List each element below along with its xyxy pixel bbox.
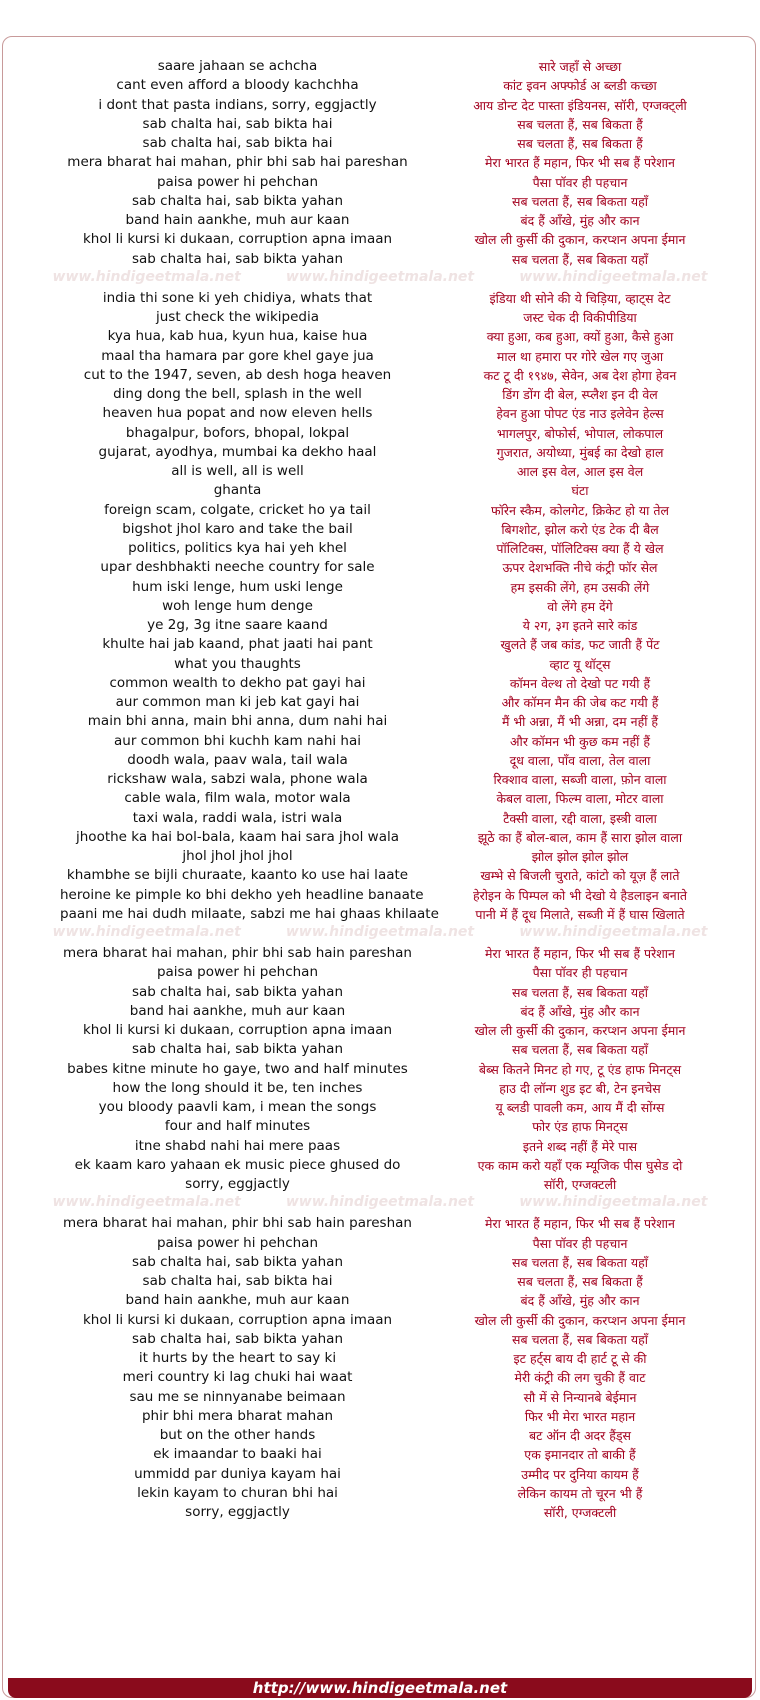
lyric-line bbox=[0, 943, 760, 964]
lyric-english: woh lenge hum denge bbox=[162, 597, 313, 614]
lyric-english: main bhi anna, main bhi anna, dum nahi hai bbox=[87, 713, 388, 730]
lyric-hindi: हाउ दी लॉन्ग शुड इट बी, टेन इनचेस bbox=[499, 1080, 661, 1096]
lyric-hindi: बंद हैं आँखे, मुंह और कान bbox=[520, 1293, 640, 1309]
lyric-hindi: सब चलता हैं, सब बिकता यहाँ bbox=[512, 984, 648, 1000]
watermark: www.hindigeetmala.net bbox=[519, 1194, 708, 1211]
lyric-line bbox=[0, 1290, 760, 1311]
lyric-hindi: वो लेंगे हम देंगे bbox=[547, 598, 613, 614]
lyric-line bbox=[0, 1367, 760, 1388]
lyric-english: all is well, all is well bbox=[171, 463, 304, 479]
watermark-row bbox=[0, 269, 760, 287]
lyric-english: hum iski lenge, hum uski lenge bbox=[132, 578, 343, 595]
lyric-hindi: इंडिया थी सोने की ये चिड़िया, व्हाट्स देट bbox=[489, 290, 671, 306]
lyric-line bbox=[0, 249, 760, 270]
watermark: www.hindigeetmala.net bbox=[52, 1194, 241, 1211]
lyric-hindi: हेरोइन के पिम्पल को भी देखो ये हैडलाइन बनाते bbox=[472, 887, 688, 903]
lyric-hindi: मैं भी अन्ना, मैं भी अन्ना, दम नहीं हैं bbox=[501, 714, 659, 730]
lyric-line bbox=[0, 1425, 760, 1446]
lyric-english: babes kitne minute ho gaye, two and half minutes bbox=[67, 1060, 408, 1077]
lyric-hindi: और कॉमन भी कुछ कम नहीं हैं bbox=[510, 733, 650, 749]
lyric-line bbox=[0, 634, 760, 655]
lyric-line bbox=[0, 384, 760, 405]
lyric-hindi: जस्ट चेक दी विकीपीडिया bbox=[523, 310, 637, 325]
lyric-english: it hurts by the heart to say ki bbox=[138, 1350, 337, 1366]
lyric-line bbox=[0, 191, 760, 212]
lyric-english: khol li kursi ki dukaan, corruption apna imaan bbox=[82, 231, 393, 248]
lyric-hindi: फॉरेन स्कैम, कोलगेट, क्रिकेट हो या तेल bbox=[490, 502, 669, 518]
lyric-line bbox=[0, 577, 760, 598]
lyric-english: foreign scam, colgate, cricket ho ya tail bbox=[104, 501, 371, 518]
lyric-hindi: सॉरी, एग्जक्टली bbox=[543, 1505, 617, 1520]
lyric-hindi: मेरा भारत हैं महान, फिर भी सब हैं परेशान bbox=[485, 155, 675, 171]
lyric-line bbox=[0, 808, 760, 829]
lyric-line bbox=[0, 1155, 760, 1176]
lyric-line bbox=[0, 846, 760, 867]
lyric-hindi: बेब्स कितने मिनट हो गए, टू एंड हाफ मिनट्स bbox=[478, 1061, 682, 1077]
lyric-english: paani me hai dudh milaate, sabzi me hai ghaas khilaate bbox=[60, 905, 439, 922]
lyric-line bbox=[0, 673, 760, 694]
lyric-hindi: हम इसकी लेंगे, हम उसकी लेंगे bbox=[510, 579, 650, 595]
lyric-line bbox=[0, 1039, 760, 1060]
lyric-line bbox=[0, 229, 760, 250]
lyric-line bbox=[0, 1001, 760, 1022]
lyric-english: kya hua, kab hua, kyun hua, kaise hua bbox=[107, 328, 368, 345]
lyric-hindi: बंद हैं आँखे, मुंह और कान bbox=[520, 213, 640, 228]
lyric-english: taxi wala, raddi wala, istri wala bbox=[132, 809, 343, 826]
lyric-hindi: पैसा पॉवर ही पहचान bbox=[532, 965, 628, 981]
lyric-english: cut to the 1947, seven, ab desh hoga heaven bbox=[83, 366, 392, 383]
lyric-english: meri country ki lag chuki hai waat bbox=[122, 1369, 353, 1386]
lyric-english: common wealth to dekho pat gayi hai bbox=[109, 674, 366, 691]
lyric-hindi: फिर भी मेरा भारत महान bbox=[524, 1408, 636, 1424]
lyric-english: what you thaughts bbox=[174, 655, 301, 672]
lyric-line bbox=[0, 615, 760, 636]
lyric-english: khol li kursi ki dukaan, corruption apna imaan bbox=[82, 1022, 393, 1038]
lyric-english: i dont that pasta indians, sorry, eggjactly bbox=[98, 96, 377, 113]
lyric-line bbox=[0, 423, 760, 444]
lyric-line bbox=[0, 346, 760, 367]
lyric-english: ding dong the bell, splash in the well bbox=[113, 386, 362, 402]
lyric-hindi: पानी में हैं दूध मिलाते, सब्जी में हैं घास खिलाते bbox=[475, 906, 685, 922]
lyric-english: politics, politics kya hai yeh khel bbox=[128, 540, 347, 556]
lyric-line bbox=[0, 1271, 760, 1292]
lyric-hindi: सब चलता हैं, सब बिकता यहाँ bbox=[512, 1254, 648, 1270]
watermark: www.hindigeetmala.net bbox=[52, 924, 241, 940]
lyric-hindi: दूध वाला, पाँव वाला, तेल वाला bbox=[509, 752, 651, 768]
lyric-line bbox=[0, 711, 760, 732]
lyric-english: mera bharat hai mahan, phir bhi sab hain pareshan bbox=[63, 1215, 412, 1232]
lyric-english: india thi sone ki yeh chidiya, whats that bbox=[102, 289, 373, 306]
lyric-line bbox=[0, 461, 760, 482]
lyric-line bbox=[0, 885, 760, 906]
lyric-line bbox=[0, 596, 760, 617]
lyric-line bbox=[0, 403, 760, 424]
lyric-line bbox=[0, 1078, 760, 1099]
lyric-hindi: इतने शब्द नहीं हैं मेरे पास bbox=[522, 1138, 638, 1154]
lyric-english: ummidd par duniya kayam hai bbox=[134, 1465, 341, 1482]
lyric-english: jhol jhol jhol jhol bbox=[182, 848, 293, 864]
lyric-hindi: सब चलता हैं, सब बिकता यहाँ bbox=[512, 193, 648, 209]
lyric-english: cable wala, film wala, motor wala bbox=[124, 790, 351, 807]
lyric-english: sab chalta hai, sab bikta yahan bbox=[132, 1041, 343, 1058]
lyric-english: paisa power hi pehchan bbox=[156, 964, 319, 981]
lyric-line bbox=[0, 1136, 760, 1157]
lyric-english: sab chalta hai, sab bikta yahan bbox=[132, 1330, 343, 1347]
lyric-english: khol li kursi ki dukaan, corruption apna imaan bbox=[82, 1311, 393, 1328]
lyric-hindi: खोल ली कुर्सी की दुकान, करप्शन अपना ईमान bbox=[474, 1023, 686, 1038]
watermark: www.hindigeetmala.net bbox=[52, 268, 241, 285]
lyric-hindi: सब चलता हैं, सब बिकता हैं bbox=[517, 116, 643, 132]
lyric-line bbox=[0, 1213, 760, 1234]
lyric-english: you bloody paavli kam, i mean the songs bbox=[98, 1099, 377, 1115]
lyric-line bbox=[0, 827, 760, 848]
lyric-line bbox=[0, 557, 760, 578]
lyric-hindi: झोल झोल झोल झोल bbox=[531, 849, 629, 864]
lyric-english: band hai aankhe, muh aur kaan bbox=[129, 1002, 346, 1019]
lyric-english: bigshot jhol karo and take the bail bbox=[122, 520, 353, 537]
lyric-line bbox=[0, 1116, 760, 1137]
lyric-line bbox=[0, 56, 760, 77]
lyric-hindi: और कॉमन मैन की जेब कट गयी हैं bbox=[501, 695, 659, 710]
lyric-line bbox=[0, 731, 760, 752]
lyric-hindi: माल था हमारा पर गोरे खेल गए जुआ bbox=[496, 348, 664, 364]
lyric-line bbox=[0, 1310, 760, 1331]
lyric-line bbox=[0, 1387, 760, 1408]
footer-url[interactable]: http://www.hindigeetmala.net bbox=[8, 1678, 752, 1698]
lyric-hindi: बट ऑन दी अदर हैंड्स bbox=[528, 1428, 631, 1443]
lyric-english: four and half minutes bbox=[164, 1118, 311, 1135]
lyric-line bbox=[0, 962, 760, 983]
lyric-line bbox=[0, 288, 760, 309]
watermark: www.hindigeetmala.net bbox=[285, 924, 475, 940]
lyric-english: sau me se ninnyanabe beimaan bbox=[129, 1388, 346, 1405]
watermark-row bbox=[0, 924, 760, 942]
lyric-english: khambhe se bijli churaate, kaanto ko use hai laate bbox=[66, 867, 409, 884]
lyric-english: mera bharat hai mahan, phir bhi sab hain pareshan bbox=[63, 945, 412, 961]
lyric-hindi: झूठे का हैं बोल-बाल, काम हैं सारा झोल वाला bbox=[477, 829, 683, 845]
lyric-hindi: हेवन हुआ पोपट एंड नाउ इलेवेन हेल्स bbox=[496, 406, 664, 422]
lyric-english: aur common bhi kuchh kam nahi hai bbox=[113, 732, 361, 749]
lyric-english: lekin kayam to churan bhi hai bbox=[137, 1484, 338, 1501]
lyric-hindi: भागलपुर, बोफोर्स, भोपाल, लोकपाल bbox=[496, 425, 664, 441]
lyric-line bbox=[0, 982, 760, 1003]
lyric-hindi: सॉरी, एग्जक्टली bbox=[543, 1177, 617, 1192]
lyric-english: doodh wala, paav wala, tail wala bbox=[127, 751, 348, 768]
lyric-english: sab chalta hai, sab bikta yahan bbox=[132, 983, 343, 1000]
lyric-line bbox=[0, 654, 760, 675]
lyric-english: rickshaw wala, sabzi wala, phone wala bbox=[107, 771, 368, 787]
lyric-hindi: एक काम करो यहाँ एक म्यूजिक पीस घुसेड दो bbox=[477, 1157, 683, 1173]
lyric-line bbox=[0, 1233, 760, 1254]
lyric-hindi: उम्मीद पर दुनिया कायम हैं bbox=[521, 1466, 639, 1482]
lyric-hindi: कांट इवन अफ्फोर्ड अ ब्लडी कच्छा bbox=[503, 78, 657, 94]
lyric-line bbox=[0, 1020, 760, 1041]
lyric-english: sab chalta hai, sab bikta yahan bbox=[132, 1253, 343, 1270]
lyric-hindi: घंटा bbox=[571, 483, 589, 499]
lyric-hindi: एक इमानदार तो बाकी हैं bbox=[524, 1447, 636, 1463]
lyric-hindi: कट टू दी १९४७, सेवेन, अब देश होगा हेवन bbox=[483, 367, 677, 383]
lyric-line bbox=[0, 750, 760, 771]
lyric-line bbox=[0, 172, 760, 193]
lyric-english: heroine ke pimple ko bhi dekho yeh headline banaate bbox=[60, 886, 424, 903]
lyric-english: paisa power hi pehchan bbox=[156, 1234, 319, 1251]
lyric-line bbox=[0, 500, 760, 521]
lyric-line bbox=[0, 519, 760, 540]
lyric-english: heaven hua popat and now eleven hells bbox=[102, 405, 373, 422]
lyric-english: ek imaandar to baaki hai bbox=[153, 1446, 322, 1463]
lyric-english: sab chalta hai, sab bikta hai bbox=[142, 135, 333, 151]
lyric-english: band hain aankhe, muh aur kaan bbox=[125, 1292, 350, 1309]
lyric-line bbox=[0, 1483, 760, 1504]
lyric-english: but on the other hands bbox=[159, 1427, 316, 1443]
lyric-hindi: खम्भे से बिजली चुराते, कांटो को यूज़ हैं लाते bbox=[480, 868, 680, 884]
lyric-hindi: पैसा पॉवर ही पहचान bbox=[532, 1235, 628, 1251]
lyric-line bbox=[0, 442, 760, 463]
lyric-hindi: लेकिन कायम तो चूरन भी हैं bbox=[517, 1485, 643, 1501]
lyric-hindi: मेरी कंट्री की लग चुकी हैं वाट bbox=[514, 1370, 646, 1386]
lyric-hindi: फोर एंड हाफ मिनट्स bbox=[532, 1119, 628, 1135]
lyric-line bbox=[0, 1464, 760, 1485]
lyric-english: aur common man ki jeb kat gayi hai bbox=[115, 694, 360, 710]
lyric-hindi: पैसा पॉवर ही पहचान bbox=[532, 174, 628, 190]
lyric-english: sorry, eggjactly bbox=[185, 1504, 290, 1520]
lyric-hindi: डिंग डोंग दी बेल, स्प्लैश इन दी वेल bbox=[502, 387, 658, 402]
lyric-english: sorry, eggjactly bbox=[185, 1176, 290, 1192]
lyric-english: phir bhi mera bharat mahan bbox=[141, 1407, 334, 1424]
lyric-hindi: खोल ली कुर्सी की दुकान, करप्शन अपना ईमान bbox=[474, 232, 686, 248]
lyric-line bbox=[0, 769, 760, 790]
lyric-english: jhoothe ka hai bol-bala, kaam hai sara jhol wala bbox=[76, 828, 399, 845]
lyric-line bbox=[0, 1059, 760, 1080]
lyric-english: maal tha hamara par gore khel gaye jua bbox=[101, 347, 374, 364]
lyric-line bbox=[0, 133, 760, 154]
lyric-line bbox=[0, 788, 760, 809]
lyric-english: how the long should it be, ten inches bbox=[112, 1079, 363, 1096]
lyric-line bbox=[0, 1174, 760, 1195]
lyric-english: ek kaam karo yahaan ek music piece ghused do bbox=[74, 1156, 401, 1173]
lyric-hindi: सौ में से निन्यानबे बेईमान bbox=[523, 1389, 637, 1405]
lyric-line bbox=[0, 307, 760, 328]
lyric-hindi: गुजरात, अयोध्या, मुंबई का देखो हाल bbox=[496, 444, 664, 460]
lyric-english: sab chalta hai, sab bikta yahan bbox=[132, 192, 343, 209]
lyric-english: cant even afford a bloody kachchha bbox=[116, 77, 359, 94]
lyric-english: mera bharat hai mahan, phir bhi sab hai pareshan bbox=[67, 154, 408, 171]
lyric-hindi: इट हर्ट्स बाय दी हार्ट टू से की bbox=[513, 1351, 647, 1366]
lyric-line bbox=[0, 114, 760, 135]
lyric-line bbox=[0, 865, 760, 886]
lyric-line bbox=[0, 1406, 760, 1427]
lyric-english: sab chalta hai, sab bikta hai bbox=[142, 115, 333, 132]
lyric-line bbox=[0, 365, 760, 386]
lyric-english: saare jahaan se achcha bbox=[157, 58, 318, 74]
watermark: www.hindigeetmala.net bbox=[285, 268, 475, 285]
lyric-hindi: सब चलता हैं, सब बिकता हैं bbox=[517, 136, 643, 151]
lyric-hindi: आल इस वेल, आल इस वेल bbox=[516, 464, 644, 479]
lyric-line bbox=[0, 904, 760, 925]
lyric-hindi: सारे जहाँ से अच्छा bbox=[538, 59, 622, 74]
lyric-line bbox=[0, 95, 760, 116]
lyric-line bbox=[0, 538, 760, 559]
watermark-row bbox=[0, 1194, 760, 1212]
watermark: www.hindigeetmala.net bbox=[519, 924, 708, 940]
lyric-line bbox=[0, 1348, 760, 1369]
lyric-line bbox=[0, 75, 760, 96]
lyric-hindi: यू ब्लडी पावली कम, आय मैं दी सोंग्स bbox=[495, 1100, 665, 1115]
lyric-line bbox=[0, 152, 760, 173]
lyric-line bbox=[0, 1329, 760, 1350]
lyric-english: band hain aankhe, muh aur kaan bbox=[125, 212, 350, 228]
lyric-hindi: बिगशोट, झोल करो एंड टेक दी बैल bbox=[501, 521, 659, 537]
lyric-hindi: मेरा भारत हैं महान, फिर भी सब हैं परेशान bbox=[485, 946, 675, 961]
lyric-hindi: क्या हुआ, कब हुआ, क्यों हुआ, कैसे हुआ bbox=[486, 329, 674, 345]
lyric-english: sab chalta hai, sab bikta hai bbox=[142, 1273, 333, 1289]
lyric-line bbox=[0, 326, 760, 347]
lyric-line bbox=[0, 1502, 760, 1523]
lyric-line bbox=[0, 210, 760, 231]
lyric-english: sab chalta hai, sab bikta yahan bbox=[132, 250, 343, 267]
lyric-english: khulte hai jab kaand, phat jaati hai pant bbox=[102, 636, 373, 653]
lyric-hindi: खुलते हैं जब कांड, फट जाती हैं पेंट bbox=[500, 637, 660, 653]
lyric-line bbox=[0, 1444, 760, 1465]
watermark: www.hindigeetmala.net bbox=[285, 1194, 475, 1211]
lyric-english: paisa power hi pehchan bbox=[156, 173, 319, 190]
lyric-hindi: केबल वाला, फिल्म वाला, मोटर वाला bbox=[496, 791, 664, 807]
lyric-hindi: टैक्सी वाला, रद्दी वाला, इस्त्री वाला bbox=[503, 810, 657, 826]
lyric-hindi: सब चलता हैं, सब बिकता यहाँ bbox=[512, 1042, 648, 1058]
lyric-english: itne shabd nahi hai mere paas bbox=[134, 1137, 341, 1154]
lyric-hindi: कॉमन वेल्थ तो देखो पट गयी हैं bbox=[509, 675, 651, 691]
lyric-hindi: पॉलिटिक्स, पॉलिटिक्स क्या हैं ये खेल bbox=[496, 541, 664, 556]
lyric-hindi: बंद हैं आँखे, मुंह और कान bbox=[520, 1003, 640, 1019]
lyric-english: ye 2g, 3g itne saare kaand bbox=[147, 617, 328, 633]
lyric-hindi: सब चलता हैं, सब बिकता हैं bbox=[517, 1274, 643, 1289]
lyric-hindi: मेरा भारत हैं महान, फिर भी सब हैं परेशान bbox=[485, 1216, 675, 1232]
lyric-hindi: सब चलता हैं, सब बिकता यहाँ bbox=[512, 251, 648, 267]
watermark: www.hindigeetmala.net bbox=[519, 268, 708, 285]
lyric-hindi: खोल ली कुर्सी की दुकान, करप्शन अपना ईमान bbox=[474, 1312, 686, 1328]
lyric-hindi: सब चलता हैं, सब बिकता यहाँ bbox=[512, 1331, 648, 1347]
lyric-english: gujarat, ayodhya, mumbai ka dekho haal bbox=[98, 443, 377, 460]
lyric-hindi: ये २ग, ३ग इतने सारे कांड bbox=[522, 618, 638, 633]
lyric-hindi: आय डोन्ट देट पास्ता इंडियनस, सॉरी, एग्जक्ट्ली bbox=[473, 97, 687, 113]
lyric-line bbox=[0, 1097, 760, 1118]
lyric-english: bhagalpur, bofors, bhopal, lokpal bbox=[125, 424, 350, 441]
lyric-hindi: व्हाट यू थॉट्स bbox=[549, 656, 611, 672]
lyric-hindi: रिक्शाव वाला, सब्जी वाला, फ़ोन वाला bbox=[493, 772, 667, 787]
lyric-line bbox=[0, 1252, 760, 1273]
lyric-english: upar deshbhakti neeche country for sale bbox=[100, 559, 375, 576]
lyric-english: ghanta bbox=[213, 482, 262, 499]
lyric-line bbox=[0, 692, 760, 713]
lyric-line bbox=[0, 480, 760, 501]
lyric-english: just check the wikipedia bbox=[155, 309, 319, 325]
lyric-hindi: ऊपर देशभक्ति नीचे कंट्री फॉर सेल bbox=[502, 560, 658, 576]
